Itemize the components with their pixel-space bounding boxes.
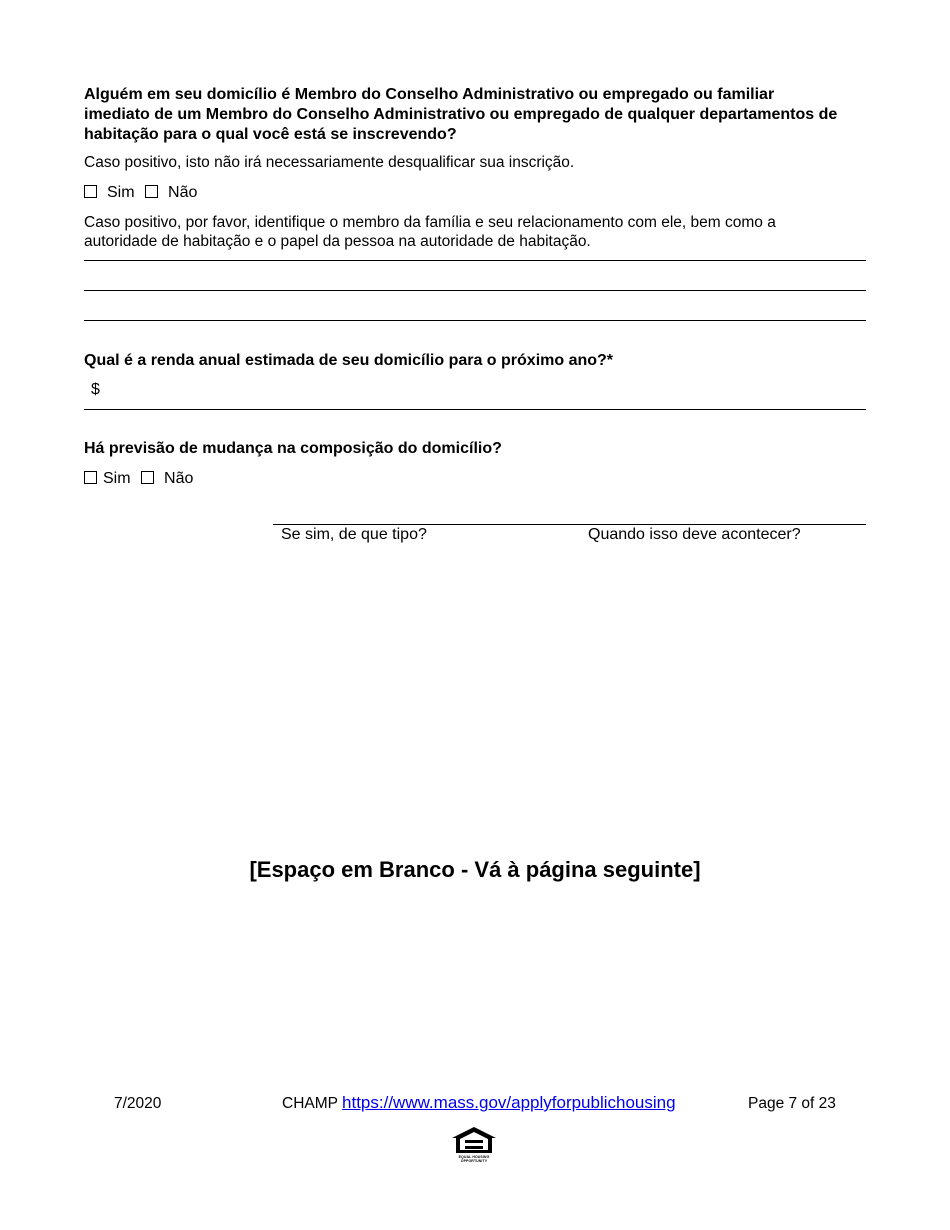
board-member-options: [84, 184, 197, 202]
answer-line-3[interactable]: [84, 320, 866, 321]
board-member-followup: Caso positivo, por favor, identifique o membro da família e seu relacionamento com ele, bem como a autoridade de habitação e o papel da pessoa na autoridade de habitação.: [84, 214, 776, 250]
household-change-options: [84, 470, 193, 488]
income-input-line[interactable]: [84, 409, 866, 410]
answer-line-2[interactable]: [84, 290, 866, 291]
footer-program-link-row: [282, 1093, 676, 1113]
income-question: Qual é a renda anual estimada de seu domicílio para o próximo ano?*: [84, 352, 614, 369]
equal-housing-text: EQUAL HOUSING OPPORTUNITY: [458, 1155, 490, 1163]
household-change-yes-label: Sim: [103, 470, 131, 487]
board-member-question: Alguém em seu domicílio é Membro do Conselho Administrativo ou empregado ou familiar imediato de um Membro do Conselho Administrativo ou empregado de qualquer departamentos de habitação para o qual você está se inscrevendo?: [84, 86, 838, 143]
answer-line-1[interactable]: [84, 260, 866, 261]
household-change-no-label: Não: [164, 470, 194, 487]
footer-date: 7/2020: [114, 1095, 162, 1112]
footer-url-link[interactable]: https://www.mass.gov/applyforpublichousing: [342, 1093, 676, 1112]
household-change-yes-checkbox[interactable]: [84, 471, 97, 484]
household-change-question: Há previsão de mudança na composição do domicílio?: [84, 440, 502, 457]
footer-program: CHAMP: [282, 1095, 338, 1112]
board-member-no-label: Não: [168, 184, 198, 201]
change-when-label: Quando isso deve acontecer?: [588, 526, 801, 543]
board-member-yes-checkbox[interactable]: [84, 185, 97, 198]
footer-page-number: Page 7 of 23: [748, 1095, 836, 1112]
blank-space-notice: [Espaço em Branco - Vá à página seguinte]: [249, 857, 701, 882]
board-member-note: Caso positivo, isto não irá necessariamente desqualificar sua inscrição.: [84, 154, 575, 171]
change-type-label: Se sim, de que tipo?: [281, 526, 427, 543]
household-change-no-checkbox[interactable]: [141, 471, 154, 484]
board-member-no-checkbox[interactable]: [145, 185, 158, 198]
equal-housing-logo: [450, 1125, 498, 1165]
household-change-input-line[interactable]: [273, 524, 866, 525]
board-member-yes-label: Sim: [107, 184, 135, 201]
currency-symbol: $: [91, 381, 100, 398]
